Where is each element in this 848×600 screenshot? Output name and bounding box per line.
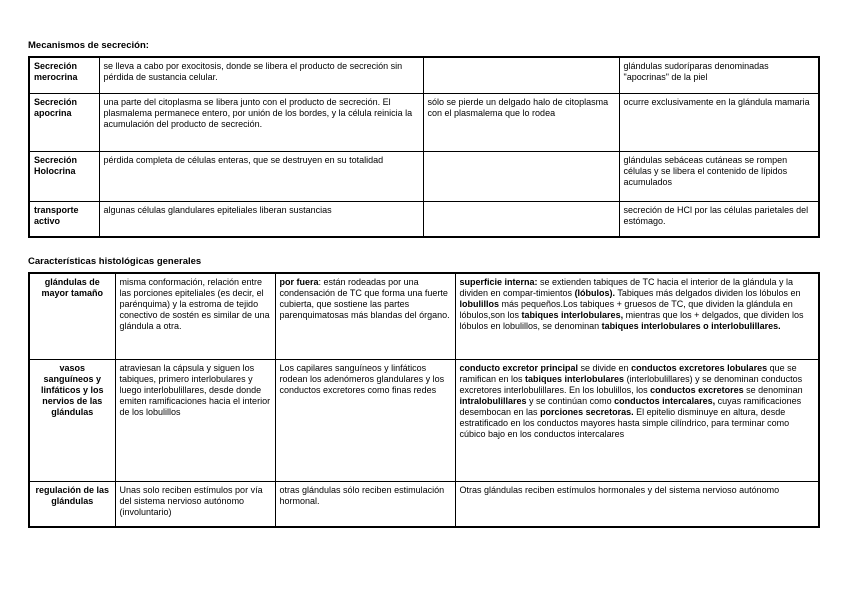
table-cell: misma conformación, relación entre las porciones epiteliales (es decir, el parénquima) y la estroma de tejido conectivo de sostén es similar de una glándula a otra. bbox=[115, 273, 275, 359]
table-cell: sólo se pierde un delgado halo de citoplasma con el plasmalema que lo rodea bbox=[423, 93, 619, 151]
cell-text: El epitelio disminuye en altura, desde estratificado en los conductos mayores hasta simple cilíndrico, para terminar como cúbico bajo en los conductos intercalares bbox=[459, 406, 790, 439]
section-title-caracteristicas: Características histológicas generales bbox=[28, 256, 202, 267]
table-cell: secreción de HCl por las células parietales del estómago. bbox=[619, 201, 819, 237]
cell-text: que se ramifican en los bbox=[459, 362, 797, 384]
table-cell: algunas células glandulares epiteliales liberan sustancias bbox=[99, 201, 423, 237]
table-row bbox=[29, 57, 819, 93]
row-header: regulación de las glándulas bbox=[29, 481, 115, 527]
secretion-mechanisms-table bbox=[28, 56, 820, 238]
table-cell: pérdida completa de células enteras, que se destruyen en su totalidad bbox=[99, 151, 423, 201]
cell-text: más pequeños.Los tabiques + gruesos de TC, que dividen la glándula en lóbulos,son los bbox=[459, 299, 793, 320]
cell-text: se denominan bbox=[743, 384, 803, 395]
row-header: Secreción apocrina bbox=[29, 93, 99, 151]
table-cell: se lleva a cabo por exocitosis, donde se libera el producto de secreción sin pérdida de sustancia celular. bbox=[99, 57, 423, 93]
section-title-mecanismos: Mecanismos de secreción: bbox=[28, 40, 149, 51]
table-cell: glándulas sudoríparas denominadas "apocrinas" de la piel bbox=[619, 57, 819, 93]
cell-text: se extienden tabiques de TC hacia el interior de la glándula y la dividen en compar-timientos bbox=[459, 277, 794, 298]
bold-text: tabiques interlobulares o interlobulillares. bbox=[601, 321, 781, 331]
bold-text: por fuera bbox=[279, 277, 319, 287]
bold-text: lobulillos bbox=[459, 299, 499, 309]
table-row bbox=[29, 93, 819, 151]
bold-text: tabiques interlobulares, bbox=[521, 310, 624, 320]
table-cell bbox=[275, 273, 455, 359]
row-header: Secreción merocrina bbox=[29, 57, 99, 93]
table-cell: atraviesan la cápsula y siguen los tabiques, primero interlobulares y luego interlobulillares, desde donde emiten ramificaciones hacia el interior de los lobulillos bbox=[115, 359, 275, 481]
bold-text: conductos intercalares, bbox=[614, 395, 716, 406]
table-cell: ocurre exclusivamente en la glándula mamaria bbox=[619, 93, 819, 151]
bold-text: porciones secretoras. bbox=[540, 406, 634, 417]
table-cell bbox=[423, 201, 619, 237]
table-row bbox=[29, 201, 819, 237]
cell-text: (interlobulillares) y se denominan conductos excretores interlobulillares. En los lobulillos, los bbox=[459, 373, 803, 395]
bold-text: (lóbulos). bbox=[574, 288, 616, 298]
bold-text: conductos excretores lobulares bbox=[631, 362, 768, 373]
table-cell: Los capilares sanguíneos y linfáticos rodean los adenómeros glandulares y los conductos excretores como finas redes bbox=[275, 359, 455, 481]
bold-text: superficie interna: bbox=[459, 277, 538, 287]
histological-features-table bbox=[28, 272, 820, 528]
cell-text: y se continúan como bbox=[526, 395, 615, 406]
table-row bbox=[29, 273, 819, 359]
cell-text: Tabiques más delgados dividen los lóbulos en bbox=[615, 288, 801, 298]
table-cell bbox=[423, 57, 619, 93]
table-row bbox=[29, 359, 819, 481]
row-header: Secreción Holocrina bbox=[29, 151, 99, 201]
row-header: glándulas de mayor tamaño bbox=[29, 273, 115, 359]
cell-text: cuyas ramificaciones desembocan en las bbox=[459, 395, 802, 417]
cell-text: se divide en bbox=[578, 362, 632, 373]
table-cell: glándulas sebáceas cutáneas se rompen células y se libera el contenido de lípidos acumulados bbox=[619, 151, 819, 201]
row-header: transporte activo bbox=[29, 201, 99, 237]
table-cell bbox=[455, 359, 819, 481]
cell-text: : están rodeadas por una condensación de TC que forma una fuerte cubierta, que sostiene las partes parenquimatosas más blandas del órgano. bbox=[279, 277, 450, 320]
table-cell bbox=[423, 151, 619, 201]
cell-text: mientras que los + delgados, que dividen los lóbulos en lobulillos, se denominan bbox=[459, 310, 804, 331]
bold-text: conducto excretor principal bbox=[459, 362, 579, 373]
bold-text: conductos excretores bbox=[650, 384, 744, 395]
bold-text: intralobulillares bbox=[459, 395, 527, 406]
row-header: vasos sanguíneos y linfáticos y los nervios de las glándulas bbox=[29, 359, 115, 481]
table-row bbox=[29, 481, 819, 527]
table-cell: otras glándulas sólo reciben estimulación hormonal. bbox=[275, 481, 455, 527]
table-row bbox=[29, 151, 819, 201]
table-cell: Otras glándulas reciben estímulos hormonales y del sistema nervioso autónomo bbox=[455, 481, 819, 527]
table-cell: Unas solo reciben estímulos por vía del sistema nervioso autónomo (involuntario) bbox=[115, 481, 275, 527]
bold-text: tabiques interlobulares bbox=[525, 373, 625, 384]
table-cell: una parte del citoplasma se libera junto con el producto de secreción. El plasmalema permanece entero, por unión de los bordes, y la célula reinicia la acumulación del producto de secreción. bbox=[99, 93, 423, 151]
table-cell bbox=[455, 273, 819, 359]
